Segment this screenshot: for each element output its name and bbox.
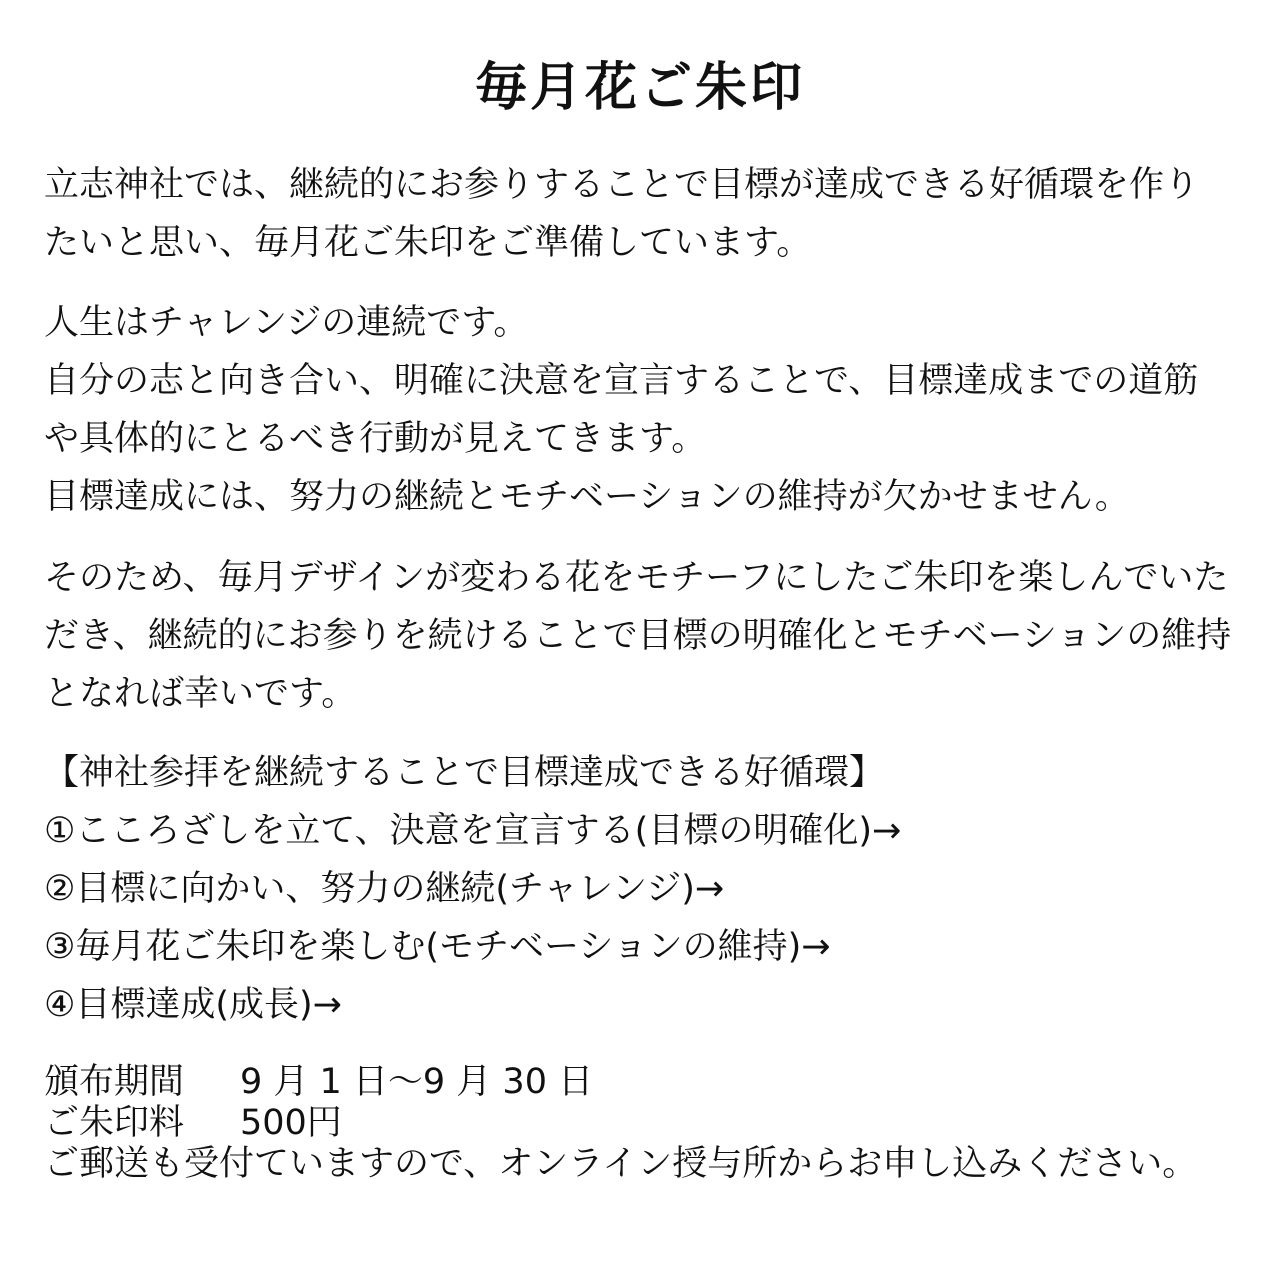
intro-line: たいと思い、毎月花ご朱印をご準備しています。 bbox=[44, 223, 812, 263]
fee-row bbox=[44, 1103, 1244, 1144]
purpose-paragraph bbox=[44, 549, 1244, 723]
purpose-line: となれば幸いです。 bbox=[44, 674, 357, 714]
challenge-line: や具体的にとるべき行動が見えてきます。 bbox=[44, 419, 707, 459]
challenge-line: 自分の志と向き合い、明確に決意を宣言することで、目標達成までの道筋 bbox=[44, 361, 1199, 401]
info-section bbox=[44, 1062, 1244, 1185]
fee-value: 500円 bbox=[240, 1103, 342, 1143]
challenge-line: 目標達成には、努力の継続とモチベーションの維持が欠かせません。 bbox=[44, 477, 1130, 517]
cycle-step: ①こころざしを立て、決意を宣言する(目標の明確化)→ bbox=[44, 811, 902, 851]
intro-line: 立志神社では、継続的にお参りすることで目標が達成できる好循環を作り bbox=[44, 165, 1200, 205]
fee-label: ご朱印料 bbox=[44, 1103, 185, 1143]
period-row bbox=[44, 1062, 1244, 1103]
purpose-line: そのため、毎月デザインが変わる花をモチーフにしたご朱印を楽しんでいた bbox=[44, 558, 1229, 598]
cycle-step: ③毎月花ご朱印を楽しむ(モチベーションの維持)→ bbox=[44, 927, 831, 967]
cycle-step: ②目標に向かい、努力の継続(チャレンジ)→ bbox=[44, 869, 725, 909]
purpose-line: だき、継続的にお参りを続けることで目標の明確化とモチベーションの維持 bbox=[44, 616, 1232, 656]
intro-paragraph bbox=[44, 156, 1244, 272]
cycle-heading: 【神社参拝を継続することで目標達成できる好循環】 bbox=[44, 753, 885, 793]
mail-note: ご郵送も受付ていますので、オンライン授与所からお申し込みください。 bbox=[44, 1144, 1198, 1184]
cycle-step: ④目標達成(成長)→ bbox=[44, 985, 343, 1025]
challenge-line: 人生はチャレンジの連続です。 bbox=[44, 303, 529, 343]
period-value: 9 月 1 日〜9 月 30 日 bbox=[240, 1062, 594, 1102]
page-title: 毎月花ご朱印 bbox=[474, 58, 805, 118]
challenge-paragraph bbox=[44, 294, 1244, 526]
period-label: 頒布期間 bbox=[44, 1062, 185, 1102]
cycle-section bbox=[44, 744, 1244, 1034]
